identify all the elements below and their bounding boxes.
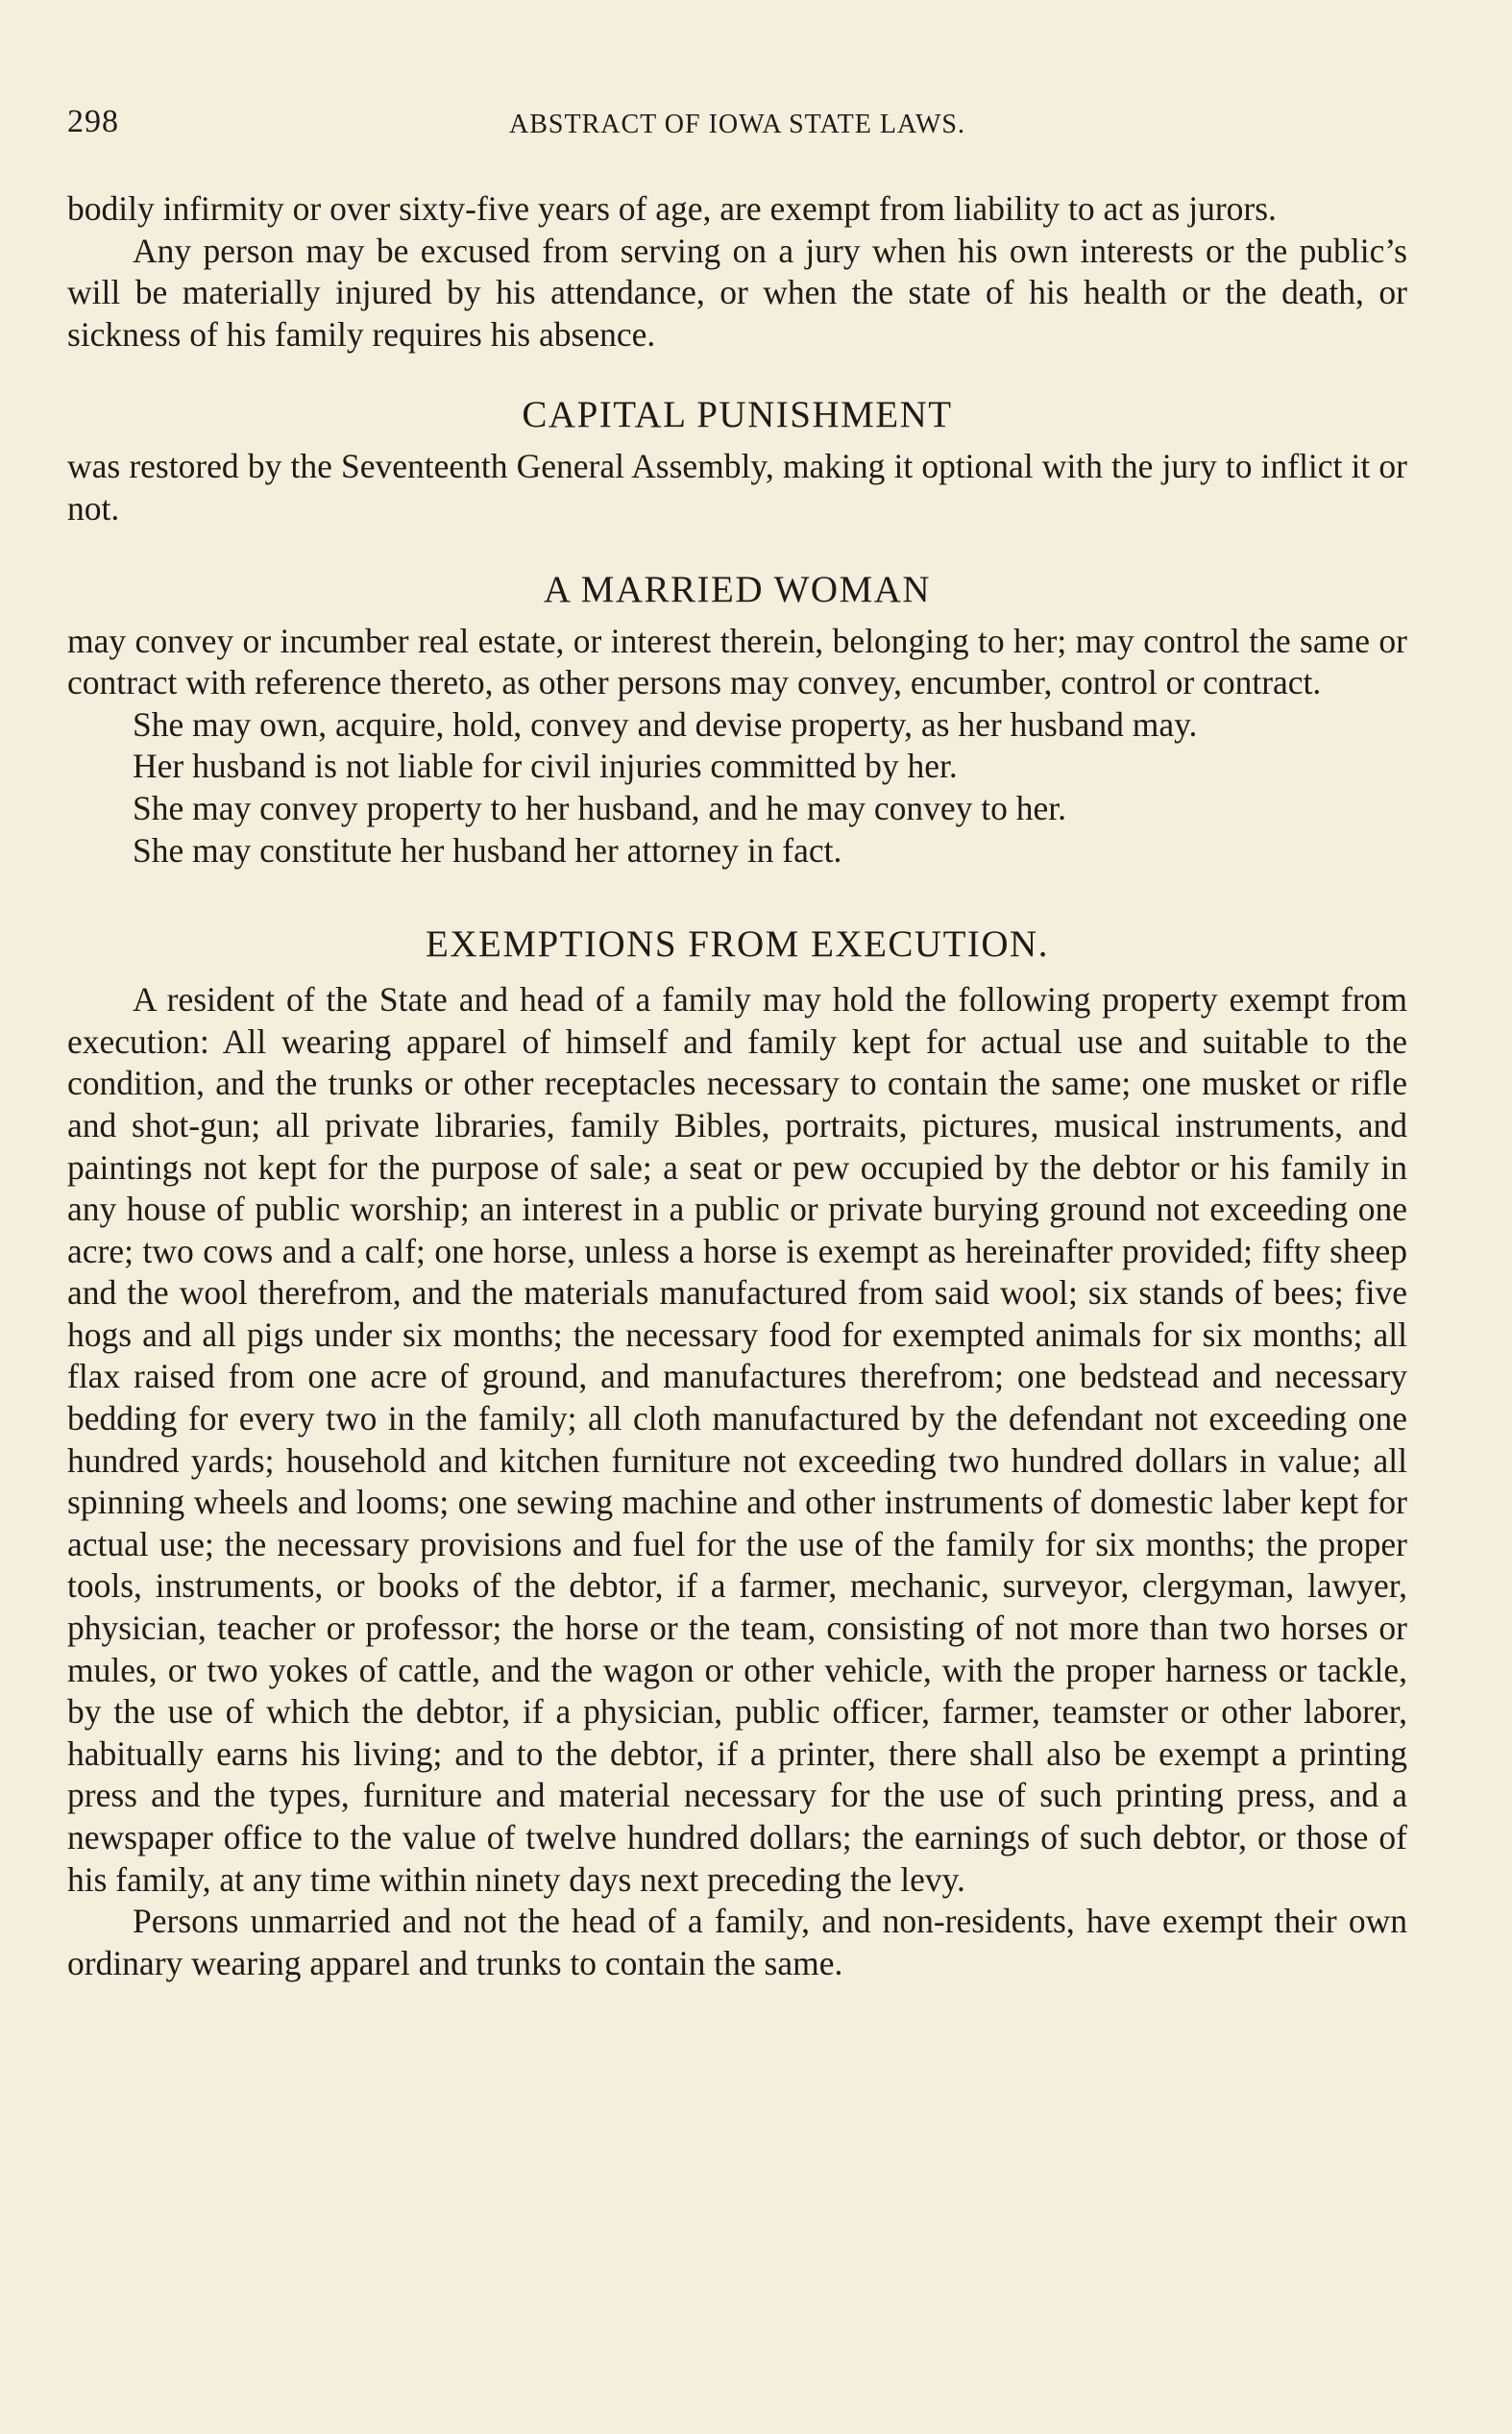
exemptions-heading: EXEMPTIONS FROM EXECUTION. (426, 923, 1049, 966)
exemptions-paragraph-1: A resident of the State and head of a family may hold the following property exempt from execution: All wearing apparel of himself and family kept for actual use and suitable to the condition, and the trunks or other receptacles necessary to contain the same; one musket or rifle and shot-gun; all private libraries, family Bibles, portraits, pictures, musical instruments, and paintings not kept for the purpose of sale; a seat or pew occupied by the debtor or his family in any house of public worship; an interest in a public or private burying ground not exceeding one acre; two cows and a calf; one horse, unless a horse is exempt as hereinafter provided; fifty sheep and the wool therefrom, and the materials manufactured from said wool; six stands of bees; five hogs and all pigs under six months; the necessary food for exempted animals for six months; all flax raised from one acre of ground, and manufactures therefrom; one bedstead and necessary bedding for every two in the family; all cloth manufactured by the defendant not exceeding one hundred yards; household and kitchen furniture not exceeding two hundred dollars in value; all spinning wheels and looms; one sewing machine and other instruments of domestic laber kept for actual use; the necessary provisions and fuel for the use of the family for six months; the proper tools, instruments, or books of the debtor, if a farmer, mechanic, surveyor, clergyman, lawyer, physician, teacher or professor; the horse or the team, consisting of not more than two horses or mules, or two yokes of cattle, and the wagon or other vehicle, with the proper harness or tackle, by the use of which the debtor, if a physician, public officer, farmer, teamster or other laborer, habitually earns his living; and to the debtor, if a printer, there shall also be exempt a printing press and the types, furniture and material necessary for the use of such printing press, and a newspaper office to the value of twelve hundred dollars; the earnings of such debtor, or those of his family, at any time within ninety days next preceding the levy. (67, 980, 1407, 1899)
married-woman-paragraph-1: may convey or incumber real estate, or interest therein, belonging to her; may control the same or contract with reference thereto, as other persons may convey, encumber, control or contract. (67, 621, 1407, 702)
page-number: 298 (67, 104, 119, 139)
married-woman-paragraph-3: Her husband is not liable for civil injuries committed by her. (133, 747, 958, 786)
married-woman-paragraph-5: She may constitute her husband her attorney in fact. (133, 830, 842, 870)
married-woman-paragraph-2: She may own, acquire, hold, convey and devise property, as her husband may. (133, 704, 1198, 744)
jurors-continuation-paragraph: bodily infirmity or over sixty-five years of age, are exempt from liability to act as jurors. (67, 189, 1277, 228)
page-body (67, 188, 1407, 1984)
married-woman-paragraph-4: She may convey property to her husband, and he may convey to her. (133, 788, 1067, 827)
jury-excuse-paragraph: Any person may be excused from serving on a jury when his own interests or the public’s will be materially injured by his attendance, or when the state of his health or the death, or sickness of his family requires his absence. (67, 231, 1407, 354)
running-head: ABSTRACT OF IOWA STATE LAWS. (509, 110, 965, 139)
capital-punishment-paragraph: was restored by the Seventeenth General Assembly, making it optional with the jury to inflict it or not. (67, 447, 1407, 528)
capital-punishment-heading: CAPITAL PUNISHMENT (522, 394, 953, 436)
exemptions-paragraph-2: Persons unmarried and not the head of a family, and non-residents, have exempt their own ordinary wearing apparel and trunks to contain the same. (67, 1902, 1407, 1982)
married-woman-heading: A MARRIED WOMAN (543, 568, 932, 610)
page-header (67, 104, 1407, 152)
